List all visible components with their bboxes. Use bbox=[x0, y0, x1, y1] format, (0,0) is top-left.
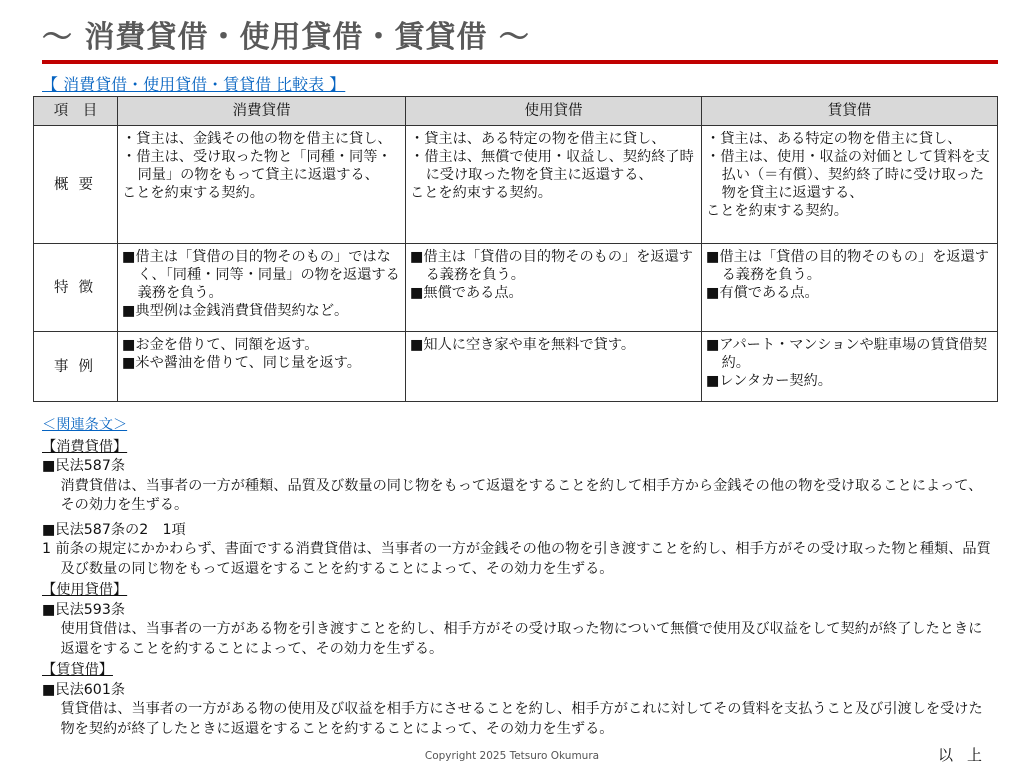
law-article-text: 消費貸借は、当事者の一方が種類、品質及び数量の同じ物をもって返還をすることを約して相手方から金銭その他の物を受け取ることによって、その効力を生ずる。 bbox=[60, 477, 983, 513]
header-chintaishaku: 賃貸借 bbox=[702, 97, 998, 126]
cell-line: ■無償である点。 bbox=[410, 285, 523, 301]
cell-line: ことを約束する契約。 bbox=[706, 203, 848, 219]
section-heading: 【消費貸借】 bbox=[42, 438, 128, 455]
cell-line: ■有償である点。 bbox=[706, 285, 819, 301]
cell-line: ・貸主は、金銭その他の物を借主に貸し、 bbox=[122, 131, 392, 147]
cell-line: ことを約束する契約。 bbox=[410, 185, 552, 201]
cell-line: ■借主は「貸借の目的物そのもの」ではなく、「同種・同等・同量」の物を返還する義務を負う。 bbox=[122, 249, 400, 301]
cell-line: ・貸主は、ある特定の物を借主に貸し、 bbox=[706, 131, 962, 147]
cell-line: ことを約束する契約。 bbox=[122, 185, 264, 201]
row-label: 概要 bbox=[34, 126, 118, 244]
cell-line: ■お金を借りて、同額を返す。 bbox=[122, 337, 319, 353]
law-article-title: ■民法587条 bbox=[42, 458, 126, 474]
row-label: 特徴 bbox=[34, 244, 118, 332]
cell-line: ・借主は、使用・収益の対価として賃料を支払い（＝有償）、契約終了時に受け取った物を貸主に返還する、 bbox=[706, 149, 990, 201]
table-title: 【 消費貸借・使用貸借・賃貸借 比較表 】 bbox=[42, 75, 346, 94]
table-cell bbox=[118, 126, 406, 244]
table-row-features bbox=[34, 244, 998, 332]
law-article-text: 1 前条の規定にかかわらず、書面でする消費貸借は、当事者の一方が金銭その他の物を引き渡すことを約し、相手方がその受け取った物と種類、品質及び数量の同じ物をもって返還をすることを約することによって、その効力を生ずる。 bbox=[42, 541, 991, 577]
cell-line: ■知人に空き家や車を無料で貸す。 bbox=[410, 337, 636, 353]
table-row-examples bbox=[34, 332, 998, 402]
table-cell bbox=[702, 126, 998, 244]
section-heading: 【使用貸借】 bbox=[42, 582, 128, 598]
table-cell bbox=[406, 244, 702, 332]
table-row-overview bbox=[34, 126, 998, 244]
law-article-title: ■民法601条 bbox=[42, 681, 126, 698]
law-article-text: 賃貸借は、当事者の一方がある物の使用及び収益を相手方にさせることを約し、相手方がこれに対してその賃料を支払うこと及び引渡しを受けた物を契約が終了したときに返還をすることを約することによって、その効力を生ずる。 bbox=[60, 701, 983, 737]
table-header-row bbox=[34, 97, 998, 126]
related-articles-heading: ＜関連条文＞ bbox=[42, 417, 128, 433]
cell-line: ■レンタカー契約。 bbox=[706, 373, 832, 389]
cell-line: ■米や醤油を借りて、同じ量を返す。 bbox=[122, 355, 361, 371]
table-cell bbox=[702, 332, 998, 402]
title-divider bbox=[42, 60, 998, 64]
cell-line: ■借主は「貸借の目的物そのもの」を返還する義務を負う。 bbox=[706, 249, 989, 283]
cell-line: ・借主は、受け取った物と「同種・同等・同量」の物をもって貸主に返還する、 bbox=[122, 149, 392, 183]
cell-line: ・貸主は、ある特定の物を借主に貸し、 bbox=[410, 131, 666, 147]
end-mark: 以上 bbox=[938, 746, 997, 764]
page-title: ～ 消費貸借・使用貸借・賃貸借 ～ bbox=[42, 20, 530, 55]
cell-line: ■アパート・マンションや駐車場の賃貸借契約。 bbox=[706, 337, 988, 371]
cell-line: ■典型例は金銭消費貸借契約など。 bbox=[122, 303, 349, 319]
table-cell bbox=[118, 244, 406, 332]
header-item: 項 目 bbox=[34, 97, 118, 126]
cell-line: ■借主は「貸借の目的物そのもの」を返還する義務を負う。 bbox=[410, 249, 693, 283]
header-shiyo-taishaku: 使用貸借 bbox=[406, 97, 702, 126]
law-article-title: ■民法587条の2 1項 bbox=[42, 521, 186, 538]
cell-line: ・借主は、無償で使用・収益し、契約終了時に受け取った物を貸主に返還する、 bbox=[410, 149, 694, 183]
table-cell bbox=[702, 244, 998, 332]
law-article-title: ■民法593条 bbox=[42, 601, 126, 618]
table-cell bbox=[118, 332, 406, 402]
comparison-table bbox=[33, 96, 998, 402]
law-article-text: 使用貸借は、当事者の一方がある物を引き渡すことを約し、相手方がその受け取った物について無償で使用及び収益をして契約が終了したときに返還をすることを約することによって、その効力を生ずる。 bbox=[60, 621, 983, 657]
table-cell bbox=[406, 332, 702, 402]
row-label: 事例 bbox=[34, 332, 118, 402]
copyright: Copyright 2025 Tetsuro Okumura bbox=[424, 750, 600, 762]
related-articles bbox=[42, 416, 992, 739]
header-shohi-taishaku: 消費貸借 bbox=[118, 97, 406, 126]
section-heading: 【賃貸借】 bbox=[42, 662, 113, 678]
table-cell bbox=[406, 126, 702, 244]
